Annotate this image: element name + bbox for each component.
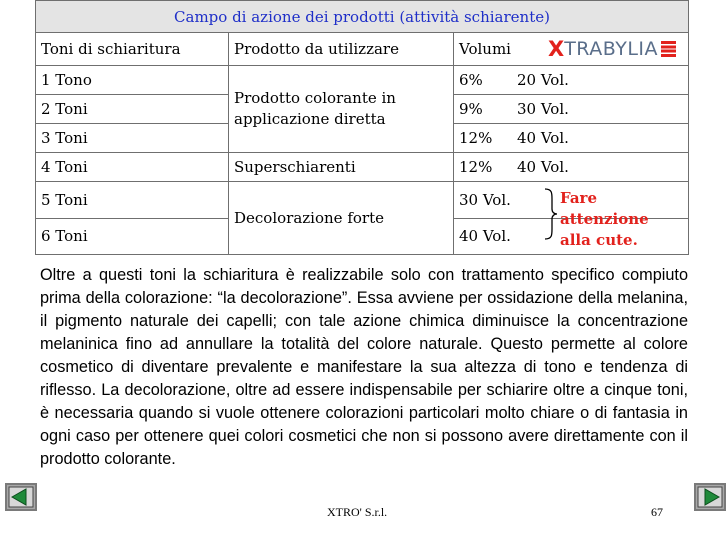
row-2-pct: 9% (459, 99, 483, 118)
xtrabylia-logo (548, 38, 676, 60)
next-button[interactable] (694, 483, 726, 511)
header-toni: Toni di schiaritura (36, 33, 229, 65)
logo-x: X (548, 37, 565, 61)
arrow-right-icon (697, 486, 723, 508)
row-1-vol: 20 Vol. (517, 70, 569, 89)
curly-brace-icon (541, 187, 559, 241)
row-4-volumi (454, 153, 689, 182)
row-2-toni: 2 Toni (36, 94, 229, 123)
row-2-volumi (454, 94, 689, 123)
row-6-toni: 6 Toni (36, 218, 229, 254)
logo-text: TRABYLIA (564, 38, 659, 60)
table-title: Campo di azione dei prodotti (attività schiarente) (36, 1, 689, 33)
prodotto-forte: Decolorazione forte (229, 182, 454, 255)
header-volumi: Volumi (454, 33, 689, 65)
prev-button[interactable] (5, 483, 37, 511)
prodotto-diretta: Prodotto colorante in applicazione diretta (229, 65, 454, 153)
row-5-vol: 30 Vol. (459, 191, 511, 210)
row-6-vol: 40 Vol. (459, 227, 511, 246)
arrow-left-icon (8, 486, 34, 508)
row-5-toni: 5 Toni (36, 182, 229, 218)
row-3-vol: 40 Vol. (517, 129, 569, 148)
row-3-pct: 12% (459, 129, 493, 148)
logo-bars-icon (661, 41, 676, 57)
row-4-pct: 12% (459, 158, 493, 177)
row-1-pct: 6% (459, 70, 483, 89)
row-1-toni: 1 Tono (36, 65, 229, 94)
row-4-toni: 4 Toni (36, 153, 229, 182)
header-prodotto: Prodotto da utilizzare (229, 33, 454, 65)
footer-company: XTRO' S.r.l. (327, 505, 388, 519)
page-number: 67 (651, 505, 663, 519)
body-paragraph: Oltre a questi toni la schiaritura è realizzabile solo con trattamento specifico compiuto prima della colorazione: “la decolorazione”. Essa avviene per ossidazione della melanina, il pigmento naturale dei capelli; con tale azione chimica diminuisce la concentrazione melaninica fino ad annullare la totalità del colore naturale. Questo permette al colore cosmetico di diventare prevalente e manifestare la sua altezza di tono e tendenza di riflesso. La decolorazione, oltre ad essere indispensabile per schiarire oltre a cinque toni, è necessaria quando si vuole ottenere colorazioni particolari molto chiare o di fantasia in ogni caso per ottenere quei colori cosmetici che non si possono avere direttamente con il prodotto colorante. (40, 266, 688, 468)
row-4-vol: 40 Vol. (517, 158, 569, 177)
row-2-vol: 30 Vol. (517, 99, 569, 118)
row-4-prodotto: Superschiarenti (229, 153, 454, 182)
row-3-toni: 3 Toni (36, 123, 229, 152)
row-1-volumi (454, 65, 689, 94)
warning-note (560, 188, 672, 251)
warning-text: Fare attenzione alla cute. (560, 189, 649, 249)
row-3-volumi (454, 123, 689, 152)
